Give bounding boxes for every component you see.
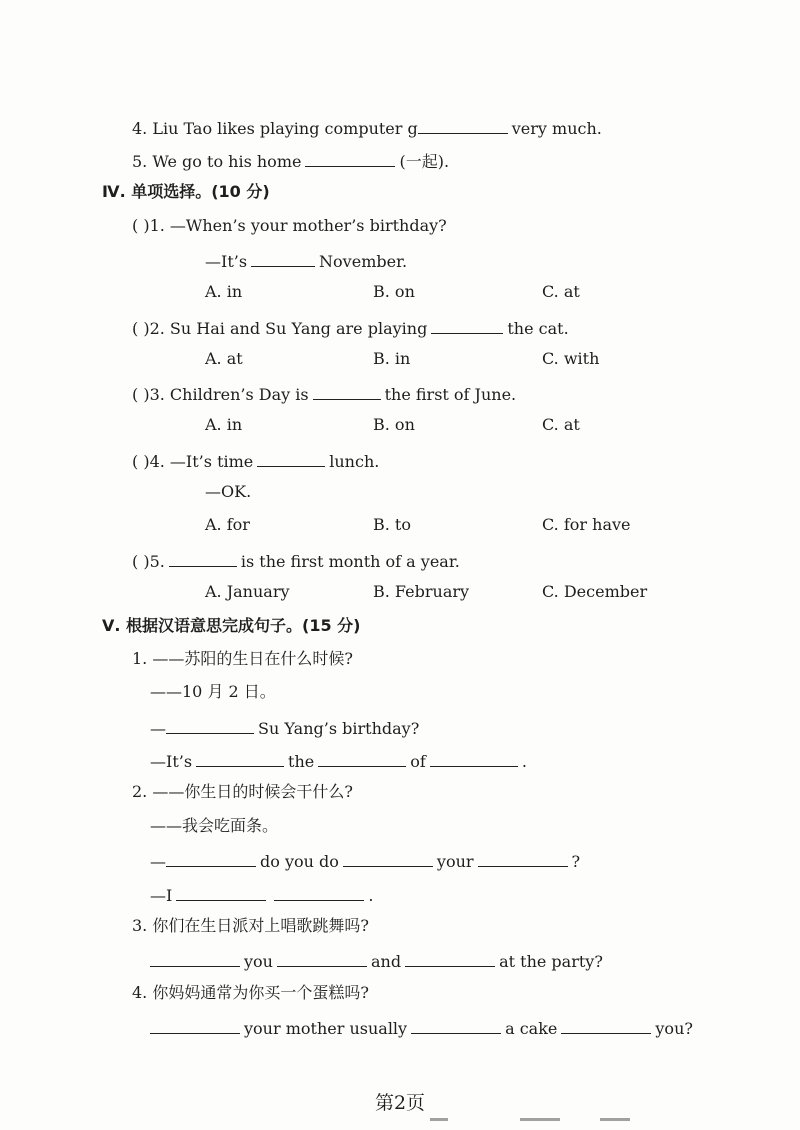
- answer-bracket[interactable]: ( ): [132, 552, 150, 571]
- scan-artifact: [600, 1118, 630, 1121]
- mc-q5-option-a[interactable]: A. January: [205, 582, 290, 601]
- mc-q2-option-c[interactable]: C. with: [542, 349, 600, 368]
- mc-q4-line2: —OK.: [205, 482, 252, 501]
- answer-bracket[interactable]: ( ): [132, 319, 150, 338]
- translate-q1-chinese-answer: ——10 月 2 日。: [150, 682, 276, 701]
- scan-artifact: [520, 1118, 560, 1121]
- blank[interactable]: [277, 949, 367, 967]
- mc-q5-option-b[interactable]: B. February: [373, 582, 470, 601]
- translate-q1-line-b: —It’s the of .: [150, 749, 527, 772]
- mc-q4-option-a[interactable]: A. for: [205, 515, 250, 534]
- translate-q2-line-b: —I .: [150, 883, 373, 906]
- mc-q3-option-b[interactable]: B. on: [373, 415, 415, 434]
- mc-q2-stem: ( )2. Su Hai and Su Yang are playing the cat.: [132, 316, 569, 339]
- mc-q4-option-b[interactable]: B. to: [373, 515, 411, 534]
- blank[interactable]: [150, 1016, 240, 1034]
- translate-q4-line: your mother usually a cake you?: [150, 1016, 693, 1039]
- mc-q3-option-c[interactable]: C. at: [542, 415, 580, 434]
- blank[interactable]: [318, 749, 406, 767]
- section-5-title: Ⅴ. 根据汉语意思完成句子。(15 分): [102, 616, 361, 635]
- mc-q3-option-a[interactable]: A. in: [205, 415, 243, 434]
- translate-q3-chinese: 3. 你们在生日派对上唱歌跳舞吗?: [132, 916, 369, 935]
- blank[interactable]: [257, 449, 325, 467]
- mc-q4-stem: ( )4. —It’s time lunch.: [132, 449, 379, 472]
- section-4-title: Ⅳ. 单项选择。(10 分): [102, 182, 270, 201]
- translate-q4-chinese: 4. 你妈妈通常为你买一个蛋糕吗?: [132, 983, 369, 1002]
- fill-q4: 4. Liu Tao likes playing computer g very much.: [132, 116, 602, 139]
- page-number: 第2页: [374, 1092, 426, 1114]
- fill-q5: 5. We go to his home (一起).: [132, 149, 449, 172]
- blank[interactable]: [313, 382, 381, 400]
- mc-q3-stem: ( )3. Children’s Day is the first of June.: [132, 382, 516, 405]
- translate-q2-line-a: — do you do your ?: [150, 849, 580, 872]
- blank[interactable]: [343, 849, 433, 867]
- mc-q4-option-c[interactable]: C. for have: [542, 515, 631, 534]
- translate-q1-chinese: 1. ——苏阳的生日在什么时候?: [132, 649, 353, 668]
- blank[interactable]: [305, 149, 395, 167]
- blank[interactable]: [418, 116, 508, 134]
- translate-q2-chinese-answer: ——我会吃面条。: [150, 816, 279, 835]
- blank[interactable]: [251, 249, 315, 267]
- scan-artifact: [430, 1118, 448, 1121]
- blank[interactable]: [405, 949, 495, 967]
- mc-q1-option-b[interactable]: B. on: [373, 282, 415, 301]
- blank[interactable]: [169, 549, 237, 567]
- mc-q1-option-c[interactable]: C. at: [542, 282, 580, 301]
- mc-q2-option-a[interactable]: A. at: [205, 349, 243, 368]
- mc-q5-stem: ( )5. is the first month of a year.: [132, 549, 460, 572]
- translate-q1-line-a: — Su Yang’s birthday?: [150, 716, 419, 739]
- translate-q3-line: you and at the party?: [150, 949, 603, 972]
- blank[interactable]: [166, 849, 256, 867]
- mc-q1-stem: ( )1. —When’s your mother’s birthday?: [132, 216, 447, 235]
- answer-bracket[interactable]: ( ): [132, 216, 150, 235]
- answer-bracket[interactable]: ( ): [132, 452, 150, 471]
- blank[interactable]: [431, 316, 503, 334]
- blank[interactable]: [196, 749, 284, 767]
- mc-q5-option-c[interactable]: C. December: [542, 582, 648, 601]
- blank[interactable]: [150, 949, 240, 967]
- blank[interactable]: [411, 1016, 501, 1034]
- mc-q1-line2: —It’s November.: [205, 249, 407, 272]
- mc-q2-option-b[interactable]: B. in: [373, 349, 411, 368]
- translate-q2-chinese: 2. ——你生日的时候会干什么?: [132, 782, 353, 801]
- blank[interactable]: [166, 716, 254, 734]
- blank[interactable]: [478, 849, 568, 867]
- blank[interactable]: [430, 749, 518, 767]
- answer-bracket[interactable]: ( ): [132, 385, 150, 404]
- blank[interactable]: [274, 883, 364, 901]
- mc-q1-option-a[interactable]: A. in: [205, 282, 243, 301]
- blank[interactable]: [561, 1016, 651, 1034]
- blank[interactable]: [176, 883, 266, 901]
